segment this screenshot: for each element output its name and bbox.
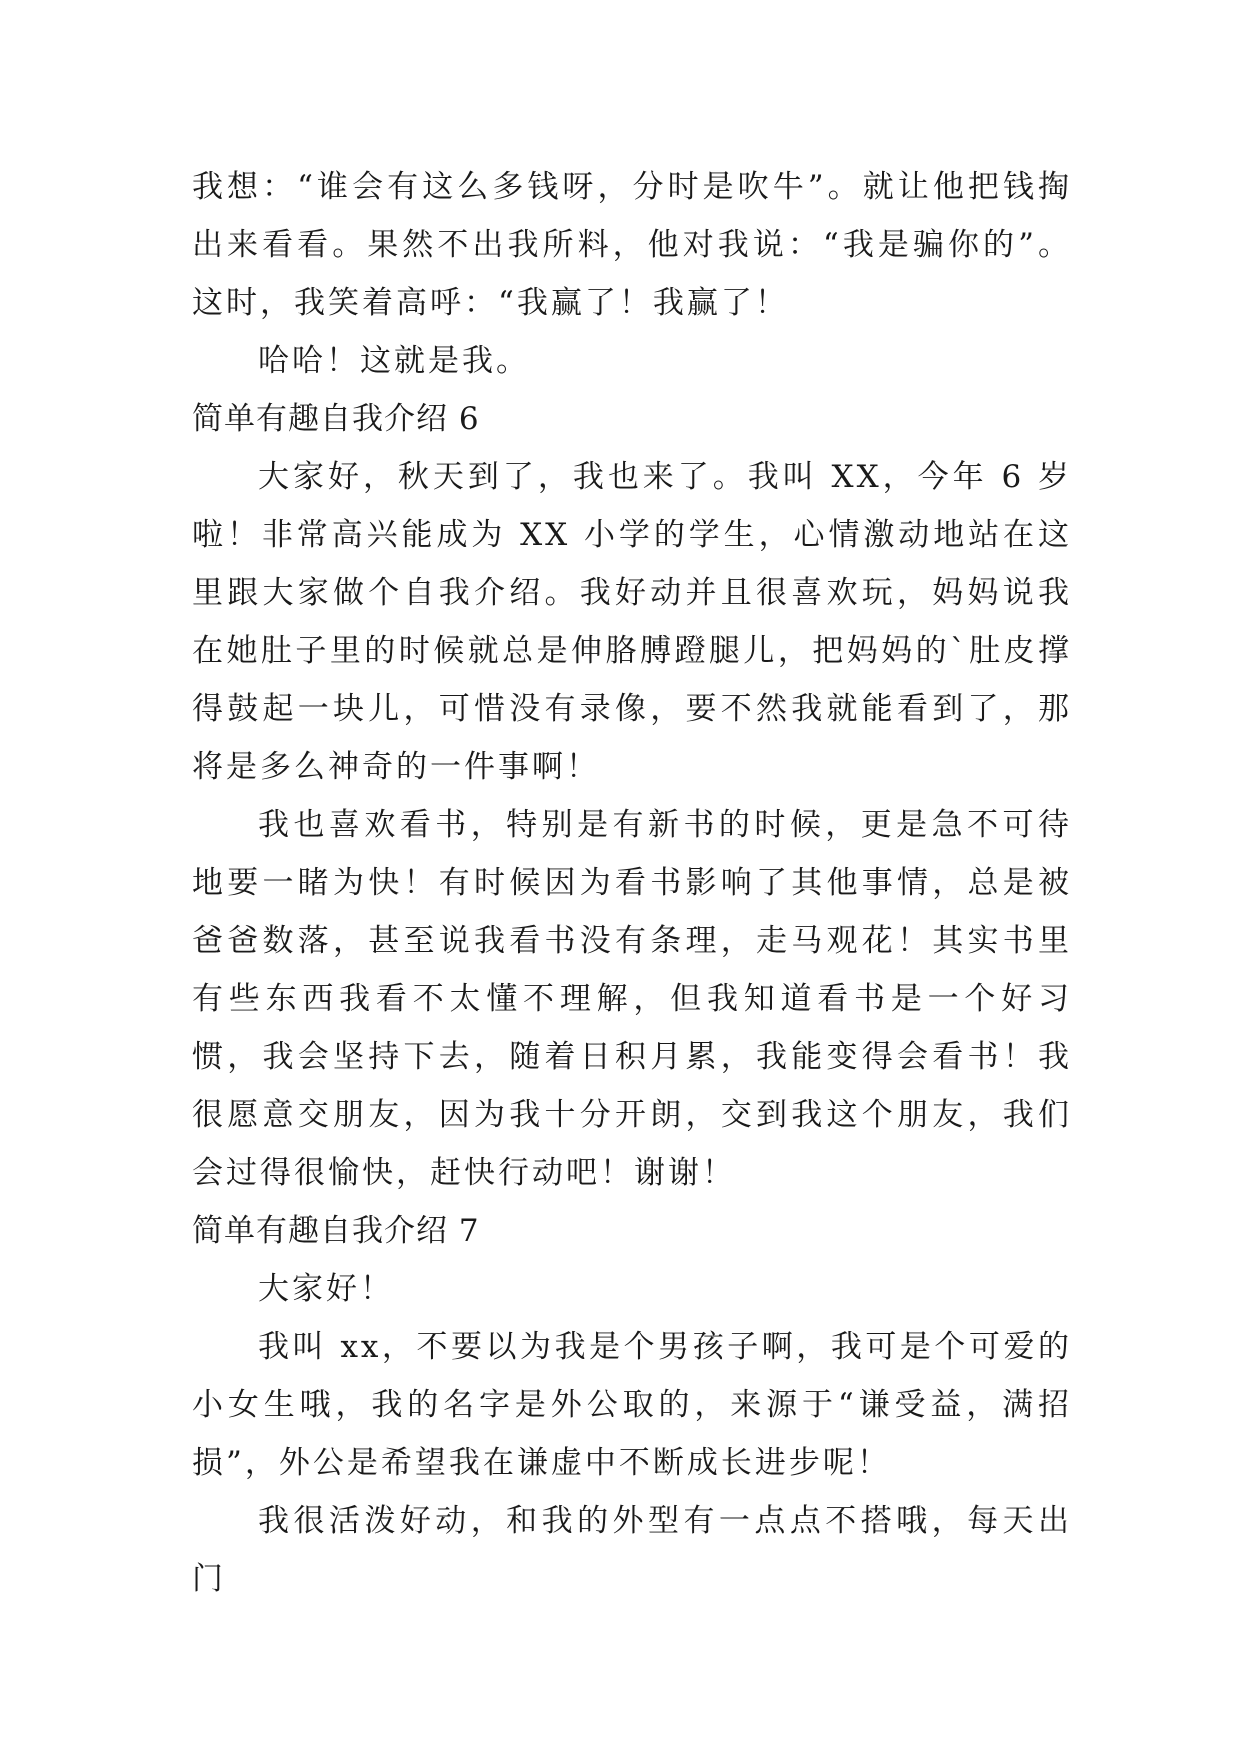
paragraph: 哈哈！这就是我。	[258, 343, 530, 379]
paragraph: 我叫 xx，不要以为我是个男孩子啊，我可是个可爱的小女生哦，我的名字是外公取的，来源于“谦受益，满招损”，外公是希望我在谦虚中不断成长进步呢！	[192, 1329, 1072, 1481]
section-heading-7: 简单有趣自我介绍 7	[192, 1213, 480, 1249]
paragraph: 我也喜欢看书，特别是有新书的时候，更是急不可待地要一睹为快！有时候因为看书影响了其他事情，总是被爸爸数落，甚至说我看书没有条理，走马观花！其实书里有些东西我看不太懂不理解，但我知道看书是一个好习惯，我会坚持下去，随着日积月累，我能变得会看书！我很愿意交朋友，因为我十分开朗，交到我这个朋友，我们会过得很愉快，赶快行动吧！谢谢！	[192, 807, 1072, 1191]
document-body	[192, 158, 1072, 1608]
paragraph: 大家好！	[258, 1271, 394, 1307]
paragraph: 大家好，秋天到了，我也来了。我叫 XX，今年 6 岁啦！非常高兴能成为 XX 小学的学生，心情激动地站在这里跟大家做个自我介绍。我好动并且很喜欢玩，妈妈说我在她肚子里的时候就总是伸胳膊蹬腿儿，把妈妈的`肚皮撑得鼓起一块儿，可惜没有录像，要不然我就能看到了，那将是多么神奇的一件事啊！	[192, 459, 1072, 785]
paragraph-continued: 我想：“谁会有这么多钱呀，分时是吹牛”。就让他把钱掏出来看看。果然不出我所料，他对我说：“我是骗你的”。这时，我笑着高呼：“我赢了！我赢了！	[192, 169, 1072, 321]
section-heading-6: 简单有趣自我介绍 6	[192, 401, 480, 437]
paragraph: 我很活泼好动，和我的外型有一点点不搭哦，每天出门	[192, 1503, 1072, 1597]
